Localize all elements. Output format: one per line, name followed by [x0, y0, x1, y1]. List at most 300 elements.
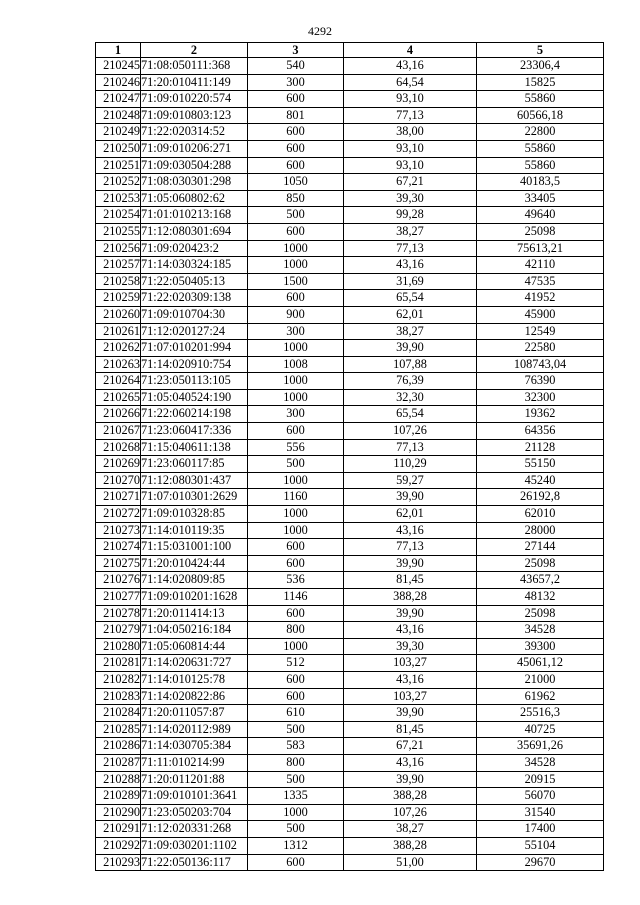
table-cell-col4: 62,01: [344, 306, 477, 323]
table-cell-col4: 110,29: [344, 456, 477, 473]
table-cell-col2: 71:05:040524:190: [141, 389, 248, 406]
table-row: [96, 555, 604, 572]
table-row: [96, 605, 604, 622]
table-row: [96, 257, 604, 274]
table-cell-col1: 210261: [96, 323, 141, 340]
table-cell-col1: 210288: [96, 771, 141, 788]
table-cell-col2: 71:09:030504:288: [141, 157, 248, 174]
table-cell-col2: 71:09:020423:2: [141, 240, 248, 257]
table-cell-col5: 62010: [477, 506, 604, 523]
table-cell-col2: 71:14:020631:727: [141, 655, 248, 672]
table-cell-col4: 43,16: [344, 671, 477, 688]
table-cell-col2: 71:14:020822:86: [141, 688, 248, 705]
table-row: [96, 721, 604, 738]
table-cell-col5: 21128: [477, 439, 604, 456]
table-cell-col3: 600: [248, 539, 344, 556]
table-cell-col4: 388,28: [344, 837, 477, 854]
table-cell-col5: 34528: [477, 622, 604, 639]
table-cell-col2: 71:05:060814:44: [141, 638, 248, 655]
table-cell-col5: 60566,18: [477, 107, 604, 124]
table-cell-col1: 210265: [96, 389, 141, 406]
table-cell-col2: 71:05:060802:62: [141, 190, 248, 207]
table-cell-col5: 25098: [477, 605, 604, 622]
table-cell-col5: 56070: [477, 788, 604, 805]
table-cell-col4: 103,27: [344, 688, 477, 705]
table-cell-col4: 43,16: [344, 754, 477, 771]
table-cell-col5: 25098: [477, 223, 604, 240]
table-row: [96, 140, 604, 157]
table-row: [96, 572, 604, 589]
table-cell-col5: 22580: [477, 340, 604, 357]
table-cell-col5: 31540: [477, 804, 604, 821]
table-cell-col5: 32300: [477, 389, 604, 406]
table-cell-col4: 39,90: [344, 555, 477, 572]
table-cell-col2: 71:14:030705:384: [141, 738, 248, 755]
table-cell-col1: 210253: [96, 190, 141, 207]
table-cell-col3: 600: [248, 688, 344, 705]
table-row: [96, 240, 604, 257]
table-cell-col5: 55860: [477, 157, 604, 174]
table-cell-col4: 93,10: [344, 140, 477, 157]
table-cell-col3: 1000: [248, 638, 344, 655]
table-cell-col1: 210290: [96, 804, 141, 821]
table-body: [96, 58, 604, 871]
table-row: [96, 91, 604, 108]
table-cell-col5: 55104: [477, 837, 604, 854]
table-row: [96, 157, 604, 174]
table-cell-col2: 71:09:010101:3641: [141, 788, 248, 805]
table-cell-col1: 210260: [96, 306, 141, 323]
table-cell-col3: 600: [248, 605, 344, 622]
table-cell-col2: 71:09:010220:574: [141, 91, 248, 108]
table-cell-col1: 210254: [96, 207, 141, 224]
table-cell-col1: 210250: [96, 140, 141, 157]
table-cell-col2: 71:07:010301:2629: [141, 489, 248, 506]
table-cell-col3: 583: [248, 738, 344, 755]
table-cell-col5: 23306,4: [477, 58, 604, 75]
table-row: [96, 423, 604, 440]
table-cell-col2: 71:12:080301:437: [141, 472, 248, 489]
table-cell-col5: 35691,26: [477, 738, 604, 755]
table-cell-col4: 32,30: [344, 389, 477, 406]
table-cell-col3: 850: [248, 190, 344, 207]
table-cell-col2: 71:15:040611:138: [141, 439, 248, 456]
table-cell-col3: 1160: [248, 489, 344, 506]
table-cell-col4: 76,39: [344, 373, 477, 390]
table-cell-col3: 600: [248, 555, 344, 572]
table-cell-col2: 71:01:010213:168: [141, 207, 248, 224]
table-cell-col1: 210257: [96, 257, 141, 274]
table-cell-col5: 40183,5: [477, 174, 604, 191]
table-cell-col4: 107,88: [344, 356, 477, 373]
column-header-2: 2: [141, 43, 248, 58]
table-cell-col4: 65,54: [344, 406, 477, 423]
table-cell-col5: 22800: [477, 124, 604, 141]
table-row: [96, 207, 604, 224]
table-row: [96, 671, 604, 688]
table-cell-col1: 210283: [96, 688, 141, 705]
table-cell-col1: 210252: [96, 174, 141, 191]
table-cell-col4: 77,13: [344, 539, 477, 556]
table-row: [96, 539, 604, 556]
table-cell-col1: 210266: [96, 406, 141, 423]
table-cell-col5: 17400: [477, 821, 604, 838]
table-cell-col3: 1000: [248, 340, 344, 357]
table-row: [96, 340, 604, 357]
table-cell-col2: 71:09:030201:1102: [141, 837, 248, 854]
table-cell-col3: 300: [248, 406, 344, 423]
table-cell-col5: 43657,2: [477, 572, 604, 589]
table-row: [96, 439, 604, 456]
table-cell-col1: 210267: [96, 423, 141, 440]
table-cell-col2: 71:09:010206:271: [141, 140, 248, 157]
table-row: [96, 688, 604, 705]
table-cell-col3: 500: [248, 207, 344, 224]
table-cell-col5: 55860: [477, 140, 604, 157]
table-cell-col4: 77,13: [344, 439, 477, 456]
table-cell-col3: 1000: [248, 257, 344, 274]
table-row: [96, 655, 604, 672]
table-row: [96, 174, 604, 191]
table-row: [96, 837, 604, 854]
table-cell-col1: 210286: [96, 738, 141, 755]
column-header-1: 1: [96, 43, 141, 58]
table-row: [96, 771, 604, 788]
table-cell-col1: 210247: [96, 91, 141, 108]
table-cell-col4: 62,01: [344, 506, 477, 523]
table-cell-col1: 210282: [96, 671, 141, 688]
table-row: [96, 705, 604, 722]
table-cell-col4: 39,30: [344, 190, 477, 207]
table-cell-col4: 59,27: [344, 472, 477, 489]
table-cell-col2: 71:08:050111:368: [141, 58, 248, 75]
table-cell-col3: 800: [248, 622, 344, 639]
table-cell-col5: 12549: [477, 323, 604, 340]
table-cell-col3: 800: [248, 754, 344, 771]
table-cell-col2: 71:22:020309:138: [141, 290, 248, 307]
table-cell-col2: 71:09:010704:30: [141, 306, 248, 323]
table-row: [96, 373, 604, 390]
table-cell-col4: 64,54: [344, 74, 477, 91]
table-cell-col5: 34528: [477, 754, 604, 771]
table-cell-col3: 500: [248, 456, 344, 473]
table-cell-col1: 210259: [96, 290, 141, 307]
table-cell-col1: 210281: [96, 655, 141, 672]
table-cell-col3: 900: [248, 306, 344, 323]
table-cell-col4: 31,69: [344, 273, 477, 290]
table-cell-col2: 71:04:050216:184: [141, 622, 248, 639]
table-cell-col1: 210284: [96, 705, 141, 722]
table-cell-col1: 210287: [96, 754, 141, 771]
table-cell-col5: 39300: [477, 638, 604, 655]
table-cell-col3: 600: [248, 290, 344, 307]
table-cell-col3: 600: [248, 854, 344, 871]
table-cell-col2: 71:14:030324:185: [141, 257, 248, 274]
table-cell-col1: 210256: [96, 240, 141, 257]
table-cell-col2: 71:23:050203:704: [141, 804, 248, 821]
table-cell-col4: 39,90: [344, 771, 477, 788]
table-cell-col5: 55150: [477, 456, 604, 473]
column-header-3: 3: [248, 43, 344, 58]
table-row: [96, 323, 604, 340]
table-cell-col1: 210273: [96, 522, 141, 539]
column-header-5: 5: [477, 43, 604, 58]
table-cell-col2: 71:14:010119:35: [141, 522, 248, 539]
table-cell-col1: 210292: [96, 837, 141, 854]
table-cell-col5: 19362: [477, 406, 604, 423]
table-cell-col3: 1000: [248, 373, 344, 390]
table-cell-col5: 20915: [477, 771, 604, 788]
table-cell-col2: 71:23:060417:336: [141, 423, 248, 440]
table-cell-col4: 388,28: [344, 788, 477, 805]
table-cell-col1: 210276: [96, 572, 141, 589]
table-cell-col4: 67,21: [344, 738, 477, 755]
table-cell-col3: 512: [248, 655, 344, 672]
data-table: [95, 42, 604, 871]
table-cell-col5: 55860: [477, 91, 604, 108]
table-cell-col4: 38,27: [344, 223, 477, 240]
table-cell-col3: 801: [248, 107, 344, 124]
table-row: [96, 622, 604, 639]
table-cell-col5: 108743,04: [477, 356, 604, 373]
table-cell-col1: 210248: [96, 107, 141, 124]
table-row: [96, 638, 604, 655]
table-row: [96, 522, 604, 539]
page-number: 4292: [308, 24, 332, 38]
table-cell-col5: 29670: [477, 854, 604, 871]
table-cell-col2: 71:20:011057:87: [141, 705, 248, 722]
table-cell-col3: 600: [248, 423, 344, 440]
table-cell-col5: 21000: [477, 671, 604, 688]
table-cell-col5: 25098: [477, 555, 604, 572]
table-cell-col5: 64356: [477, 423, 604, 440]
table-cell-col1: 210274: [96, 539, 141, 556]
table-cell-col5: 25516,3: [477, 705, 604, 722]
table-cell-col4: 107,26: [344, 804, 477, 821]
table-row: [96, 821, 604, 838]
table-cell-col2: 71:23:050113:105: [141, 373, 248, 390]
table-row: [96, 58, 604, 75]
table-row: [96, 804, 604, 821]
table-cell-col1: 210249: [96, 124, 141, 141]
table-cell-col1: 210272: [96, 506, 141, 523]
table-cell-col5: 45061,12: [477, 655, 604, 672]
table-cell-col2: 71:12:020127:24: [141, 323, 248, 340]
table-cell-col2: 71:07:010201:994: [141, 340, 248, 357]
table-cell-col3: 500: [248, 771, 344, 788]
table-row: [96, 489, 604, 506]
table-cell-col3: 1000: [248, 240, 344, 257]
table-cell-col3: 300: [248, 74, 344, 91]
table-cell-col4: 39,30: [344, 638, 477, 655]
table-cell-col3: 1000: [248, 522, 344, 539]
table-cell-col4: 43,16: [344, 58, 477, 75]
table-cell-col4: 39,90: [344, 705, 477, 722]
table-cell-col1: 210245: [96, 58, 141, 75]
table-cell-col4: 43,16: [344, 522, 477, 539]
table-cell-col1: 210293: [96, 854, 141, 871]
table-cell-col4: 43,16: [344, 257, 477, 274]
table-cell-col4: 43,16: [344, 622, 477, 639]
table-cell-col2: 71:20:010424:44: [141, 555, 248, 572]
table-cell-col4: 39,90: [344, 605, 477, 622]
table-cell-col4: 38,27: [344, 323, 477, 340]
table-cell-col3: 600: [248, 157, 344, 174]
table-cell-col2: 71:09:010328:85: [141, 506, 248, 523]
table-row: [96, 754, 604, 771]
table-cell-col5: 61962: [477, 688, 604, 705]
table-row: [96, 290, 604, 307]
table-row: [96, 854, 604, 871]
table-cell-col3: 500: [248, 821, 344, 838]
table-cell-col4: 39,90: [344, 489, 477, 506]
table-cell-col2: 71:09:010803:123: [141, 107, 248, 124]
table-cell-col2: 71:20:010411:149: [141, 74, 248, 91]
table-row: [96, 406, 604, 423]
table-cell-col2: 71:14:020910:754: [141, 356, 248, 373]
table-row: [96, 389, 604, 406]
table-cell-col4: 77,13: [344, 107, 477, 124]
table-cell-col2: 71:20:011414:13: [141, 605, 248, 622]
table-cell-col2: 71:22:060214:198: [141, 406, 248, 423]
table-cell-col5: 15825: [477, 74, 604, 91]
table-cell-col3: 556: [248, 439, 344, 456]
table-cell-col2: 71:11:010214:99: [141, 754, 248, 771]
table-row: [96, 306, 604, 323]
table-cell-col4: 77,13: [344, 240, 477, 257]
table-row: [96, 356, 604, 373]
table-cell-col3: 1500: [248, 273, 344, 290]
table-row: [96, 738, 604, 755]
table-cell-col5: 48132: [477, 589, 604, 606]
table-cell-col3: 600: [248, 124, 344, 141]
table-cell-col3: 500: [248, 721, 344, 738]
table-cell-col5: 76390: [477, 373, 604, 390]
table-cell-col3: 1000: [248, 804, 344, 821]
table-cell-col4: 51,00: [344, 854, 477, 871]
table-cell-col1: 210275: [96, 555, 141, 572]
table-cell-col1: 210255: [96, 223, 141, 240]
table-cell-col5: 26192,8: [477, 489, 604, 506]
table-cell-col3: 1050: [248, 174, 344, 191]
table-row: [96, 273, 604, 290]
table-cell-col3: 300: [248, 323, 344, 340]
column-header-4: 4: [344, 43, 477, 58]
table-cell-col3: 600: [248, 91, 344, 108]
table-cell-col4: 67,21: [344, 174, 477, 191]
table-cell-col1: 210278: [96, 605, 141, 622]
table-cell-col4: 38,00: [344, 124, 477, 141]
table-cell-col5: 47535: [477, 273, 604, 290]
table-cell-col4: 93,10: [344, 157, 477, 174]
table-cell-col1: 210263: [96, 356, 141, 373]
table-cell-col2: 71:08:030301:298: [141, 174, 248, 191]
table-cell-col4: 38,27: [344, 821, 477, 838]
table-cell-col2: 71:22:020314:52: [141, 124, 248, 141]
table-cell-col5: 28000: [477, 522, 604, 539]
table-row: [96, 456, 604, 473]
table-cell-col5: 33405: [477, 190, 604, 207]
table-cell-col4: 107,26: [344, 423, 477, 440]
table-cell-col2: 71:14:020112:989: [141, 721, 248, 738]
table-row: [96, 472, 604, 489]
table-cell-col4: 99,28: [344, 207, 477, 224]
table-cell-col3: 610: [248, 705, 344, 722]
table-cell-col4: 388,28: [344, 589, 477, 606]
table-cell-col4: 81,45: [344, 721, 477, 738]
table-cell-col2: 71:22:050405:13: [141, 273, 248, 290]
table-cell-col5: 40725: [477, 721, 604, 738]
table-cell-col1: 210246: [96, 74, 141, 91]
table-cell-col1: 210271: [96, 489, 141, 506]
table-row: [96, 74, 604, 91]
table-cell-col4: 93,10: [344, 91, 477, 108]
table-cell-col5: 45900: [477, 306, 604, 323]
table-row: [96, 107, 604, 124]
table-cell-col3: 600: [248, 223, 344, 240]
table-cell-col3: 1000: [248, 472, 344, 489]
table-cell-col2: 71:09:010201:1628: [141, 589, 248, 606]
table-row: [96, 223, 604, 240]
table-cell-col1: 210285: [96, 721, 141, 738]
table-cell-col5: 41952: [477, 290, 604, 307]
table-cell-col3: 540: [248, 58, 344, 75]
table-cell-col3: 600: [248, 140, 344, 157]
table-cell-col5: 45240: [477, 472, 604, 489]
table-cell-col1: 210291: [96, 821, 141, 838]
table-cell-col2: 71:22:050136:117: [141, 854, 248, 871]
table-cell-col3: 1008: [248, 356, 344, 373]
table-cell-col1: 210262: [96, 340, 141, 357]
table-cell-col1: 210279: [96, 622, 141, 639]
table-cell-col4: 39,90: [344, 340, 477, 357]
table-cell-col3: 1335: [248, 788, 344, 805]
table-cell-col1: 210269: [96, 456, 141, 473]
table-row: [96, 124, 604, 141]
table-cell-col4: 65,54: [344, 290, 477, 307]
table-cell-col3: 536: [248, 572, 344, 589]
table-cell-col2: 71:14:020809:85: [141, 572, 248, 589]
table-cell-col2: 71:12:020331:268: [141, 821, 248, 838]
table-cell-col1: 210289: [96, 788, 141, 805]
table-cell-col3: 1000: [248, 506, 344, 523]
table-row: [96, 190, 604, 207]
table-cell-col2: 71:15:031001:100: [141, 539, 248, 556]
table-cell-col3: 600: [248, 671, 344, 688]
table-cell-col1: 210270: [96, 472, 141, 489]
table-cell-col1: 210258: [96, 273, 141, 290]
table-cell-col4: 103,27: [344, 655, 477, 672]
table-cell-col5: 27144: [477, 539, 604, 556]
table-cell-col1: 210280: [96, 638, 141, 655]
table-cell-col1: 210268: [96, 439, 141, 456]
table-cell-col3: 1312: [248, 837, 344, 854]
table-cell-col1: 210251: [96, 157, 141, 174]
table-cell-col1: 210264: [96, 373, 141, 390]
header-row: [96, 43, 604, 58]
table-row: [96, 788, 604, 805]
table-cell-col2: 71:14:010125:78: [141, 671, 248, 688]
table-cell-col3: 1000: [248, 389, 344, 406]
table-cell-col5: 49640: [477, 207, 604, 224]
table-cell-col5: 75613,21: [477, 240, 604, 257]
table-cell-col4: 81,45: [344, 572, 477, 589]
table-row: [96, 506, 604, 523]
table-cell-col2: 71:20:011201:88: [141, 771, 248, 788]
table-cell-col1: 210277: [96, 589, 141, 606]
table-cell-col3: 1146: [248, 589, 344, 606]
table-row: [96, 589, 604, 606]
